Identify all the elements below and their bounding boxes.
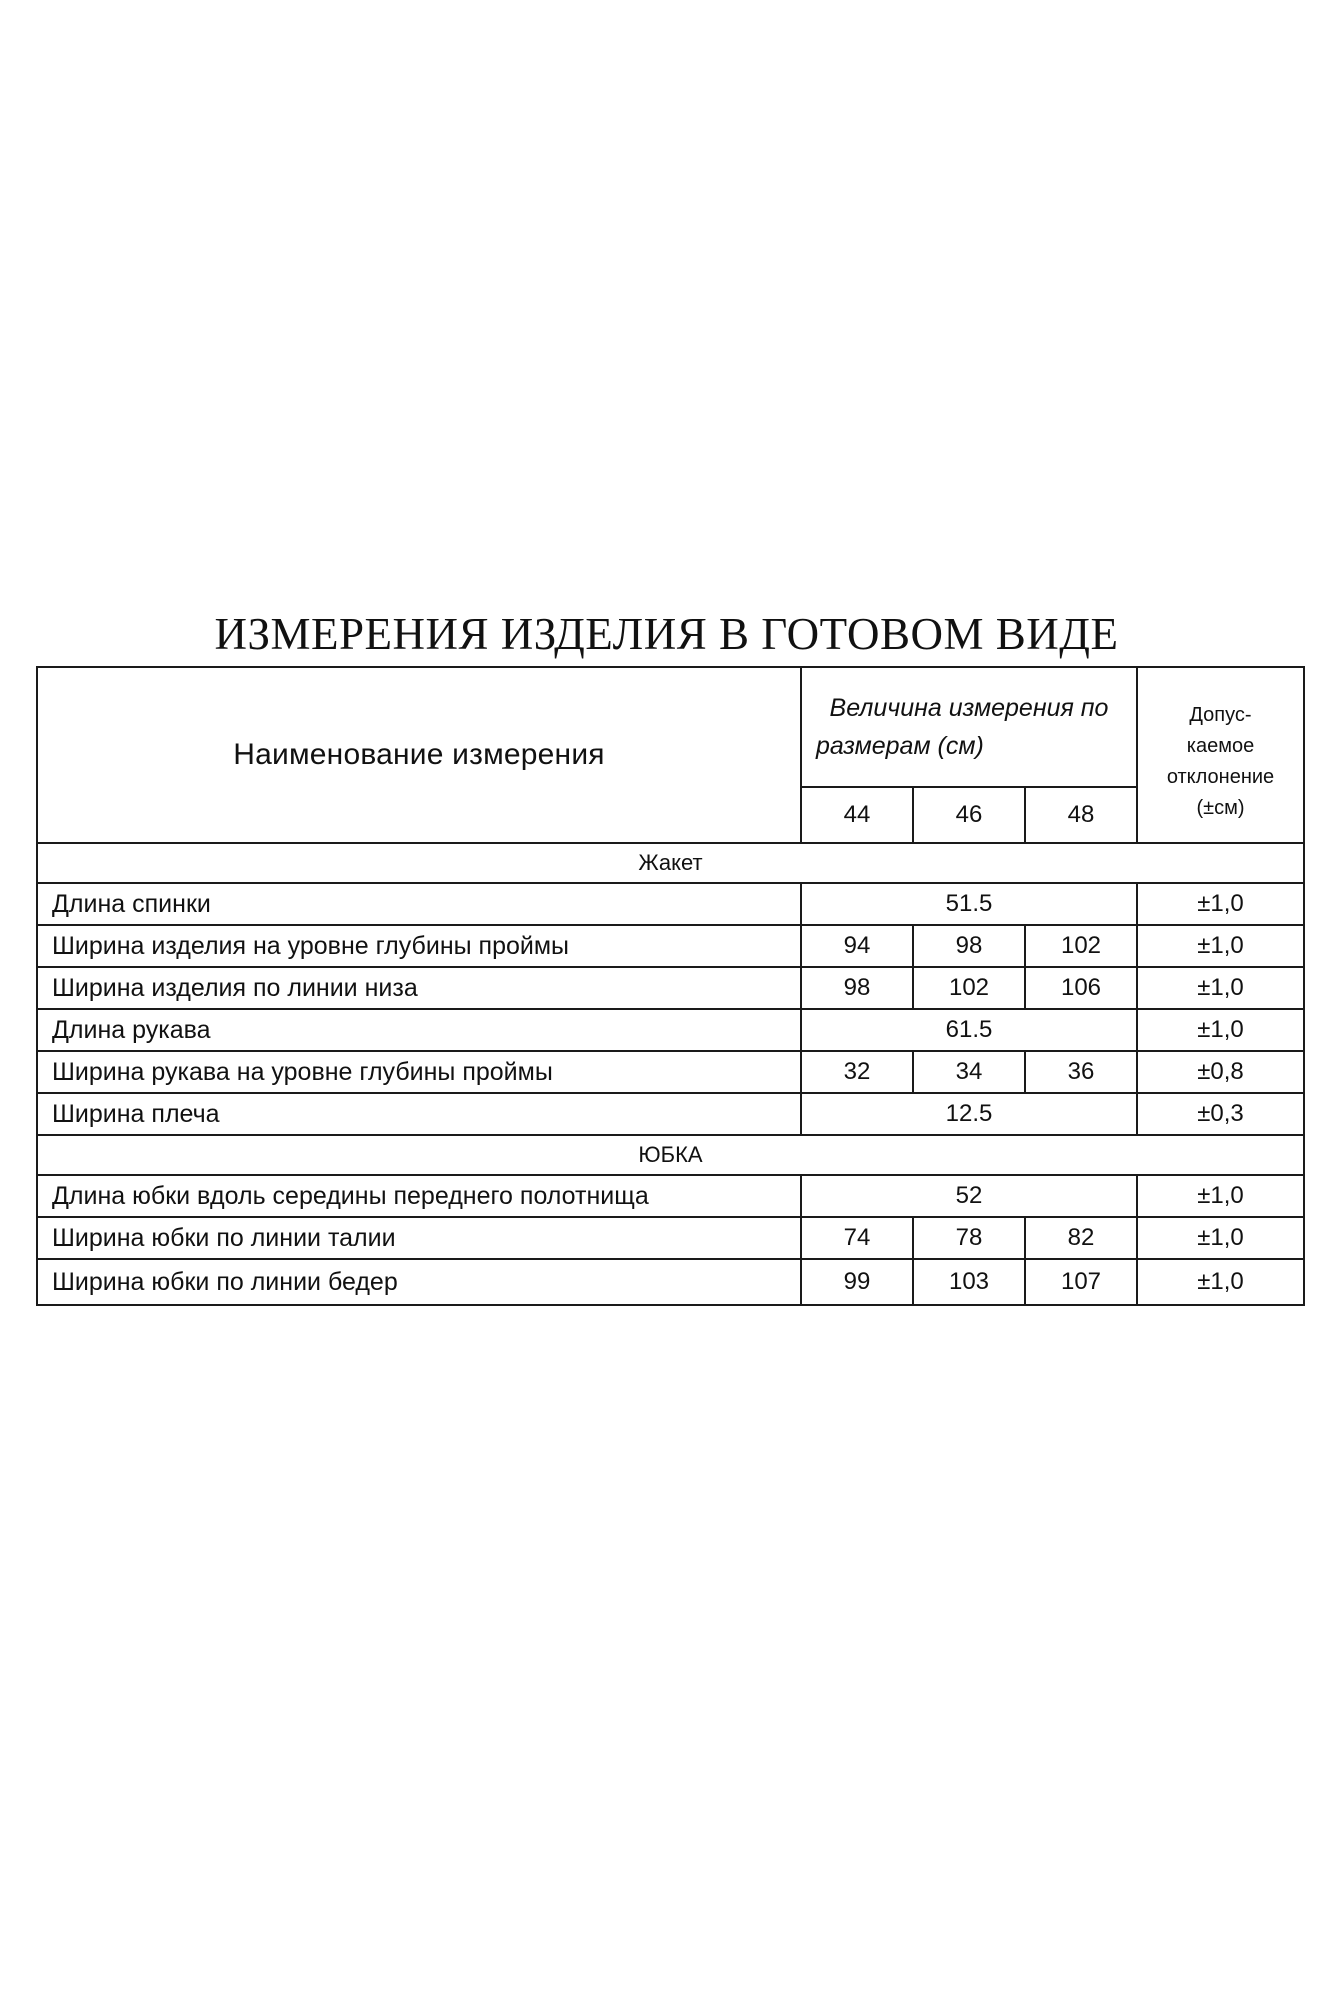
measurement-tolerance: ±1,0	[1137, 925, 1304, 967]
table-row	[37, 925, 1304, 967]
section-row	[37, 1135, 1304, 1175]
header-measurement-name: Наименование измерения	[37, 667, 801, 843]
section-title: Жакет	[37, 843, 1304, 883]
measurement-value-size-48: 106	[1025, 967, 1137, 1009]
header-tolerance-line3: отклонение	[1166, 766, 1275, 788]
header-tolerance-line2: каемое	[1186, 735, 1255, 757]
measurement-value-all-sizes: 61.5	[801, 1009, 1137, 1051]
measurement-name: Длина юбки вдоль середины переднего полотнища	[37, 1175, 801, 1217]
measurement-name: Ширина плеча	[37, 1093, 801, 1135]
section-title: ЮБКА	[37, 1135, 1304, 1175]
header-tolerance	[1137, 667, 1304, 843]
measurement-tolerance: ±1,0	[1137, 1175, 1304, 1217]
measurement-name: Длина рукава	[37, 1009, 801, 1051]
measurement-value-size-44: 74	[801, 1217, 913, 1259]
header-size-values-line1: Величина измерения по	[829, 694, 1109, 722]
measurement-value-size-48: 36	[1025, 1051, 1137, 1093]
table-row	[37, 1093, 1304, 1135]
table-row	[37, 1217, 1304, 1259]
header-tolerance-line4: (±см)	[1196, 797, 1245, 819]
header-size-values-line2: размерам (см)	[816, 732, 984, 760]
measurement-tolerance: ±1,0	[1137, 883, 1304, 925]
size-48: 48	[1025, 787, 1137, 843]
measurement-name: Длина спинки	[37, 883, 801, 925]
measurement-value-size-48: 107	[1025, 1259, 1137, 1305]
measurement-name: Ширина изделия на уровне глубины проймы	[37, 925, 801, 967]
table-row	[37, 1051, 1304, 1093]
measurement-name: Ширина юбки по линии бедер	[37, 1259, 801, 1305]
size-44: 44	[801, 787, 913, 843]
measurement-name: Ширина юбки по линии талии	[37, 1217, 801, 1259]
measurement-value-size-46: 102	[913, 967, 1025, 1009]
measurement-value-all-sizes: 52	[801, 1175, 1137, 1217]
measurement-value-size-46: 34	[913, 1051, 1025, 1093]
measurement-value-size-44: 32	[801, 1051, 913, 1093]
measurement-value-size-44: 94	[801, 925, 913, 967]
measurement-tolerance: ±0,3	[1137, 1093, 1304, 1135]
measurement-value-size-48: 82	[1025, 1217, 1137, 1259]
table-row	[37, 967, 1304, 1009]
measurement-tolerance: ±0,8	[1137, 1051, 1304, 1093]
measurements-table	[36, 666, 1305, 1306]
table-row	[37, 1175, 1304, 1217]
measurement-name: Ширина изделия по линии низа	[37, 967, 801, 1009]
measurement-tolerance: ±1,0	[1137, 1009, 1304, 1051]
measurement-tolerance: ±1,0	[1137, 1217, 1304, 1259]
measurement-value-size-46: 98	[913, 925, 1025, 967]
measurement-value-all-sizes: 51.5	[801, 883, 1137, 925]
table-row	[37, 883, 1304, 925]
measurement-tolerance: ±1,0	[1137, 967, 1304, 1009]
measurement-value-size-44: 99	[801, 1259, 913, 1305]
measurement-name: Ширина рукава на уровне глубины проймы	[37, 1051, 801, 1093]
measurement-tolerance: ±1,0	[1137, 1259, 1304, 1305]
table-row	[37, 1009, 1304, 1051]
measurement-value-size-46: 78	[913, 1217, 1025, 1259]
document-title: ИЗМЕРЕНИЯ ИЗДЕЛИЯ В ГОТОВОМ ВИДЕ	[214, 609, 1119, 659]
measurement-value-size-44: 98	[801, 967, 913, 1009]
header-tolerance-line1: Допус-	[1189, 704, 1252, 726]
measurement-value-all-sizes: 12.5	[801, 1093, 1137, 1135]
measurement-value-size-48: 102	[1025, 925, 1137, 967]
table-row	[37, 1259, 1304, 1305]
size-46: 46	[913, 787, 1025, 843]
section-row	[37, 843, 1304, 883]
measurement-value-size-46: 103	[913, 1259, 1025, 1305]
table-header-row	[37, 667, 1304, 787]
header-size-values	[801, 667, 1137, 787]
